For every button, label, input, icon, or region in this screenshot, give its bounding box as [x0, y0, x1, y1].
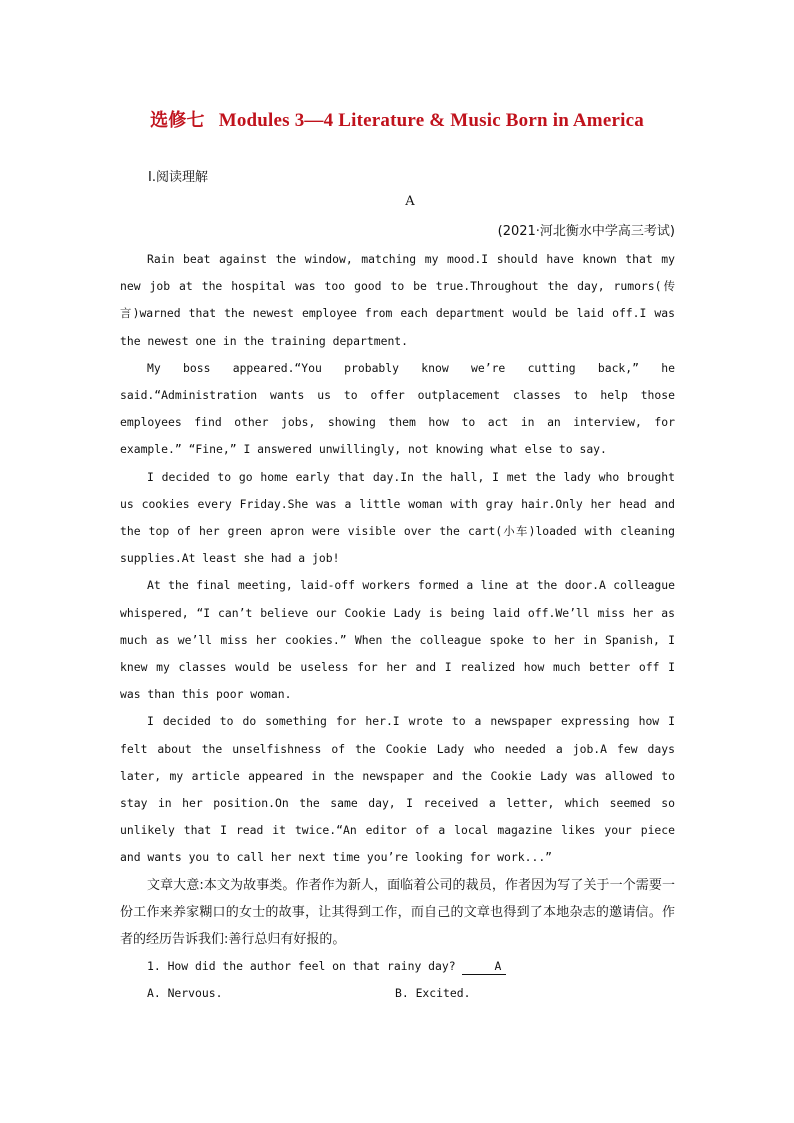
- paragraph: My boss appeared.“You probably know we’re cutting back,” he said.“Administration wants us to offer outplacement classes to help those employees find other jobs, showing them how to act in an interview, for example.” “Fine,” I answered unwillingly, not knowing what else to say.: [120, 360, 675, 457]
- paragraph: I decided to go home early that day.In the hall, I met the lady who brought us cookies every Friday.She was a little woman with gray hair.Only her head and the top of her green apron were visible over the cart(小车)loaded with cleaning supplies.At least she had a job!: [120, 469, 675, 566]
- question-text: 1. How did the author feel on that rainy day?: [147, 958, 456, 973]
- title-english: Modules 3—4 Literature & Music Born in America: [218, 110, 644, 131]
- section-heading: Ⅰ.阅读理解: [148, 170, 208, 185]
- passage-body: [120, 246, 675, 1007]
- source-note: (2021·河北衡水中学高三考试): [497, 224, 675, 239]
- title-chinese: 选修七: [150, 110, 205, 131]
- page-title: [0, 106, 794, 132]
- question: [120, 953, 675, 980]
- paragraph: Rain beat against the window, matching my mood.I should have known that my new job at the hospital was too good to be true.Throughout the day, rumors(传言)warned that the newest employee from each department would be laid off.I was the newest one in the training department.: [120, 252, 675, 348]
- summary: 文章大意:本文为故事类。作者作为新人，面临着公司的裁员，作者因为写了关于一个需要一份工作来养家糊口的女士的故事，让其得到工作，而自己的文章也得到了本地杂志的邀请信。作者的经历告诉我们:善行总归有好报的。: [120, 877, 675, 947]
- answer-options: [120, 980, 675, 1007]
- paragraph: I decided to do something for her.I wrote to a newspaper expressing how I felt about the unselfishness of the Cookie Lady who needed a job.A few days later, my article appeared in the newspaper and the Cookie Lady was allowed to stay in her position.On the same day, I received a letter, which seemed so unlikely that I read it twice.“An editor of a local magazine likes your piece and wants you to call her next time you’re looking for work...”: [120, 714, 675, 865]
- option-b: B. Excited.: [395, 985, 471, 1000]
- option-a: A. Nervous.: [147, 985, 223, 1000]
- answer-blank: A: [462, 958, 506, 975]
- passage-label: A: [405, 194, 415, 209]
- paragraph: At the final meeting, laid-off workers formed a line at the door.A colleague whispered, “I can’t believe our Cookie Lady is being laid off.We’ll miss her as much as we’ll miss her cookies.” When the colleague spoke to her in Spanish, I knew my classes would be useless for her and I realized how much better off I was than this poor woman.: [120, 578, 675, 702]
